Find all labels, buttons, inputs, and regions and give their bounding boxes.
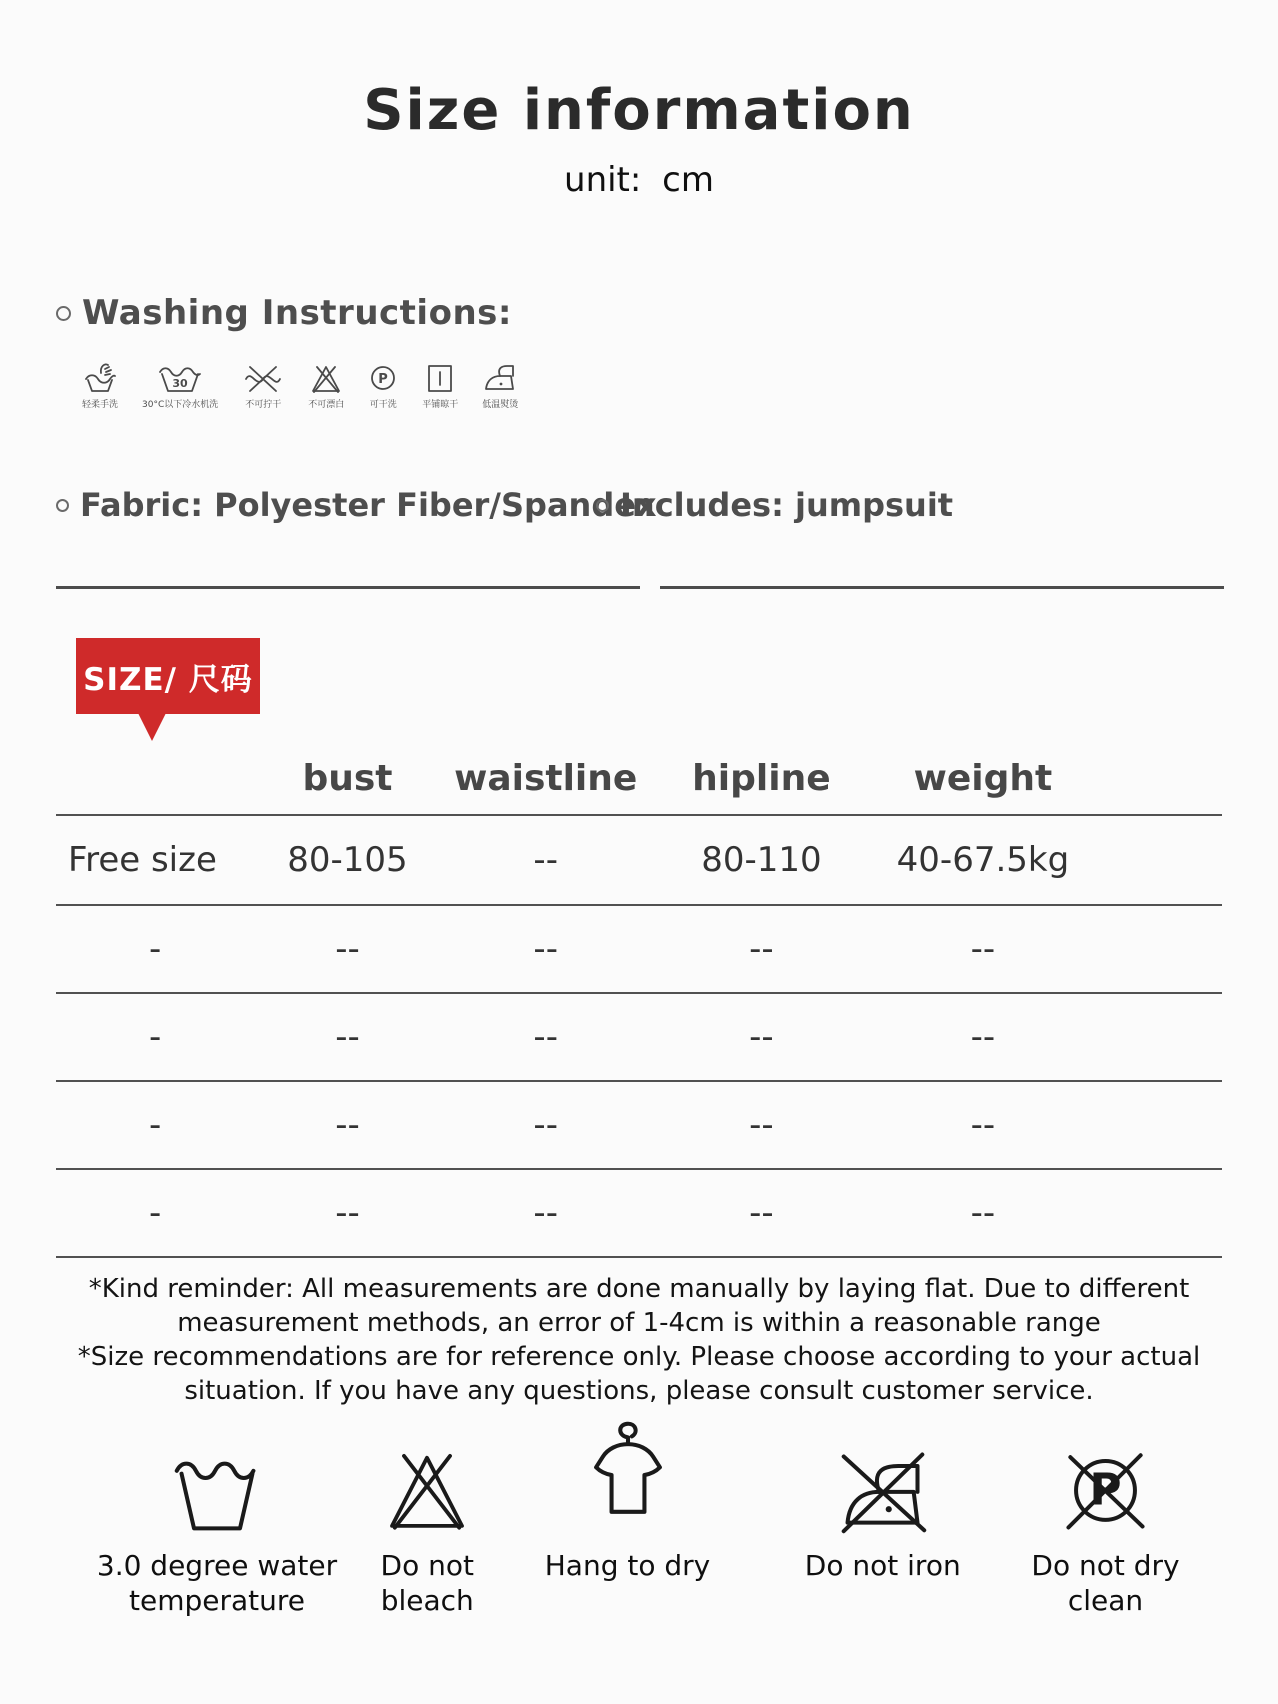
cell-bust: -- [335, 1105, 360, 1145]
cell-bust: -- [335, 929, 360, 969]
wash-symbol-label: 不可拧干 [245, 400, 282, 410]
table-row [56, 994, 1222, 1082]
svg-text:P: P [378, 372, 389, 387]
care-label: Do not dry clean [1031, 1549, 1180, 1617]
washing-symbols-strip [82, 360, 518, 410]
cell-hipline: -- [749, 1193, 774, 1233]
wash-symbol-label: 不可漂白 [308, 400, 345, 410]
wash-symbol [142, 360, 218, 410]
water-temperature-icon [169, 1444, 265, 1536]
svg-text:30: 30 [172, 377, 188, 390]
header-weight: weight [913, 757, 1053, 799]
care-item [768, 1418, 998, 1583]
fabric-label: Fabric: Polyester Fiber/Spandex [80, 486, 657, 524]
care-label: Do not bleach [380, 1549, 474, 1617]
cell-bust: 80-105 [287, 840, 408, 880]
cell-waistline: -- [533, 1193, 558, 1233]
cell-weight: -- [970, 1105, 996, 1145]
care-instructions-row [92, 1418, 1188, 1618]
wash-symbol [368, 362, 398, 410]
header-hipline: hipline [692, 757, 831, 799]
hang-to-dry-icon [581, 1418, 675, 1536]
do-not-bleach-small-icon [310, 362, 342, 394]
header-bust: bust [302, 757, 393, 799]
svg-text:P: P [1089, 1464, 1122, 1516]
cell-waistline: -- [533, 1105, 558, 1145]
cell-weight: -- [970, 1193, 996, 1233]
do-not-wring-icon [242, 362, 284, 394]
divider [660, 586, 1224, 589]
wash-symbol [308, 362, 344, 410]
cell-weight: 40-67.5kg [896, 840, 1070, 880]
wash-symbol-label: 低温熨烫 [482, 400, 519, 410]
circle-bullet-icon [56, 499, 69, 512]
reminder-line: situation. If you have any questions, please consult customer service. [184, 1376, 1094, 1406]
table-row [56, 816, 1222, 906]
unit-label: unit: cm [564, 160, 714, 200]
hand-wash-icon [82, 360, 118, 394]
cell-weight: -- [970, 929, 996, 969]
cell-waistline: -- [533, 929, 558, 969]
wash-symbol-label: 可干洗 [369, 400, 397, 410]
care-item [92, 1418, 342, 1618]
reminder-line: *Kind reminder: All measurements are done manually by laying flat. Due to different [88, 1274, 1190, 1304]
cell-bust: -- [335, 1193, 360, 1233]
care-label: Hang to dry [544, 1549, 711, 1582]
fabric-info [56, 486, 657, 524]
drip-dry-icon [425, 362, 455, 394]
row-label: - [148, 929, 162, 969]
care-item [1023, 1418, 1188, 1618]
wash-symbol [242, 362, 284, 410]
wash-symbol-label: 30°C以下冷水机洗 [142, 400, 219, 410]
reminder-line: *Size recommendations are for reference only. Please choose according to your actual [77, 1342, 1201, 1372]
size-badge: SIZE/ 尺码 [76, 638, 260, 714]
reminder-line: measurement methods, an error of 1-4cm is within a reasonable range [177, 1308, 1101, 1338]
includes-label: Includes: jumpsuit [620, 486, 954, 524]
wash-symbol [422, 362, 458, 410]
wash-symbol-label: 轻柔手洗 [82, 400, 119, 410]
kind-reminder [0, 1272, 1278, 1408]
cell-bust: -- [335, 1017, 360, 1057]
cell-hipline: 80-110 [701, 840, 822, 880]
cell-waistline: -- [533, 840, 558, 880]
table-header-row [56, 742, 1222, 816]
cell-weight: -- [970, 1017, 996, 1057]
care-item [513, 1418, 743, 1583]
do-not-dry-clean-icon [1058, 1441, 1153, 1536]
includes-info [596, 486, 953, 524]
divider [56, 586, 640, 589]
cell-hipline: -- [749, 1017, 774, 1057]
washing-instructions-heading [56, 293, 512, 333]
machine-wash-30-icon [156, 360, 204, 394]
care-label: 3.0 degree water temperature [96, 1549, 338, 1617]
table-row [56, 1082, 1222, 1170]
table-row [56, 1170, 1222, 1258]
size-table [56, 742, 1222, 1258]
row-label: - [148, 1017, 162, 1057]
row-label: - [148, 1193, 162, 1233]
row-label: Free size [68, 840, 217, 880]
low-iron-icon [482, 362, 518, 394]
circle-bullet-icon [596, 499, 609, 512]
care-label: Do not iron [804, 1549, 961, 1582]
washing-heading-text: Washing Instructions: [82, 293, 512, 333]
size-badge-pointer [138, 713, 166, 741]
wash-symbol [82, 360, 118, 410]
cell-hipline: -- [749, 929, 774, 969]
cell-hipline: -- [749, 1105, 774, 1145]
do-not-bleach-icon [381, 1444, 473, 1536]
row-label: - [148, 1105, 162, 1145]
header-waistline: waistline [454, 757, 638, 799]
table-row [56, 906, 1222, 994]
page-title: Size information [363, 78, 915, 143]
do-not-iron-icon [835, 1444, 931, 1536]
dry-clean-p-icon [368, 362, 398, 394]
cell-waistline: -- [533, 1017, 558, 1057]
care-item [367, 1418, 487, 1618]
wash-symbol [482, 362, 518, 410]
circle-bullet-icon [56, 306, 71, 321]
wash-symbol-label: 平铺晾干 [422, 400, 459, 410]
